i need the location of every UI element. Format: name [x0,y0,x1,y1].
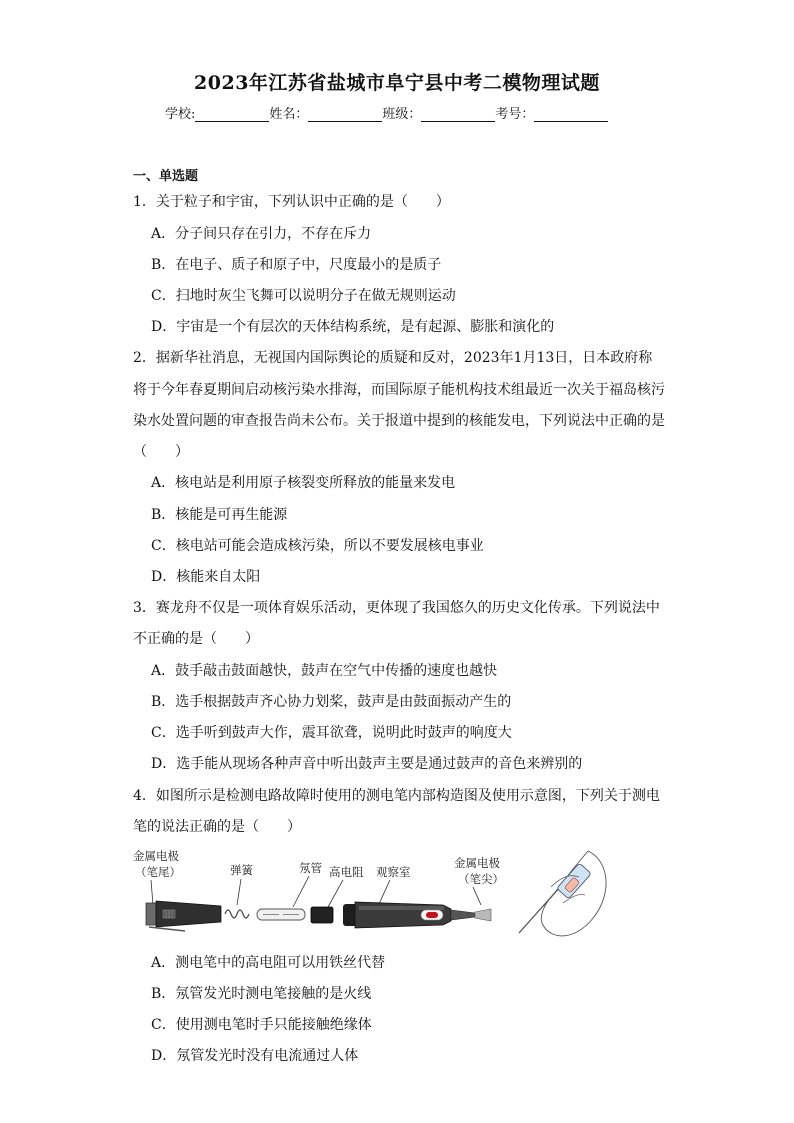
q2-option-b: B．核能是可再生能源 [151,507,288,523]
exam-no-label: 考号： [495,107,535,122]
q2-stem-line1: 2．据新华社消息，无视国内国际舆论的质疑和反对，2023年1月13日，日本政府称 [133,350,653,366]
pointer-tip [473,887,481,905]
pointer-neon [293,876,309,907]
pen-tail-cap [146,901,221,931]
label-observation-window: 观察室 [376,865,411,879]
class-label: 班级： [382,107,422,122]
pointer-tail [151,880,153,905]
class-blank[interactable] [421,107,495,122]
student-info-line [165,103,608,122]
label-metal-electrode-tip: 金属电极 [454,856,500,870]
label-pen-tip: （笔尖） [458,872,504,886]
q1-option-a: A．分子间只存在引力，不存在斥力 [151,226,372,242]
q1-option-c: C．扫地时灰尘飞舞可以说明分子在做无规则运动 [151,288,456,304]
label-high-resistor: 高电阻 [329,865,364,879]
q4-option-c: C．使用测电笔时手只能接触绝缘体 [151,1017,372,1033]
spring [225,910,249,918]
exam-no-blank[interactable] [534,107,608,122]
test-pen-figure [133,843,611,943]
q3-option-c: C．选手听到鼓声大作，震耳欲聋，说明此时鼓声的响度大 [151,725,512,741]
exam-title: 2023年江苏省盐城市阜宁县中考二模物理试题 [194,72,600,94]
q4-option-b: B．氖管发光时测电笔接触的是火线 [151,986,372,1002]
school-label: 学校: [165,107,196,122]
q1-option-d: D．宇宙是一个有层次的天体结构系统，是有起源、膨胀和演化的 [151,319,555,335]
q2-stem-line4: （ ） [133,444,189,460]
hand-holding-pen-icon [519,851,606,936]
name-blank[interactable] [308,107,382,122]
pointer-resistor [328,880,343,907]
pen-body [343,902,491,928]
q3-option-b: B．选手根据鼓声齐心协力划桨，鼓声是由鼓面振动产生的 [151,694,512,710]
q3-option-a: A．鼓手敲击鼓面越快，鼓声在空气中传播的速度也越快 [151,663,498,679]
label-spring: 弹簧 [230,863,253,877]
q3-stem-line2: 不正确的是（ ） [133,631,259,647]
q2-option-c: C．核电站可能会造成核污染，所以不要发展核电事业 [151,538,484,554]
q2-stem-line2: 将于今年春夏期间启动核污染水排海，而国际原子能机构技术组最近一次关于福岛核污 [133,382,665,398]
q4-option-a: A．测电笔中的高电阻可以用铁丝代替 [151,955,386,971]
q1-option-b: B．在电子、质子和原子中，尺度最小的是质子 [151,257,442,273]
q3-stem-line1: 3．赛龙舟不仅是一项体育娱乐活动，更体现了我国悠久的历史文化传承。下列说法中 [133,600,660,616]
q2-stem-line3: 染水处置问题的审查报告尚未公布。关于报道中提到的核能发电，下列说法中正确的是 [133,413,665,429]
label-metal-electrode-tail: 金属电极 [133,849,179,863]
q2-option-d: D．核能来自太阳 [151,569,261,585]
q1-stem: 1．关于粒子和宇宙，下列认识中正确的是（ ） [133,194,450,210]
label-neon-tube: 氖管 [299,861,322,875]
q4-stem-line1: 4．如图所示是检测电路故障时使用的测电笔内部构造图及使用示意图，下列关于测电 [133,788,660,804]
pointer-window [378,880,390,906]
name-label: 姓名： [269,107,309,122]
school-blank[interactable] [195,107,269,122]
section-heading: 一、单选题 [133,169,199,184]
q4-option-d: D．氖管发光时没有电流通过人体 [151,1048,359,1064]
q3-option-d: D．选手能从现场各种声音中听出鼓声主要是通过鼓声的音色来辨别的 [151,756,583,772]
neon-tube [257,909,305,920]
label-pen-tail: （笔尾） [135,865,181,879]
high-resistor [311,907,333,923]
pointer-spring [237,879,241,905]
q4-stem-line2: 笔的说法正确的是（ ） [133,819,301,835]
q2-option-a: A．核电站是利用原子核裂变所释放的能量来发电 [151,475,456,491]
